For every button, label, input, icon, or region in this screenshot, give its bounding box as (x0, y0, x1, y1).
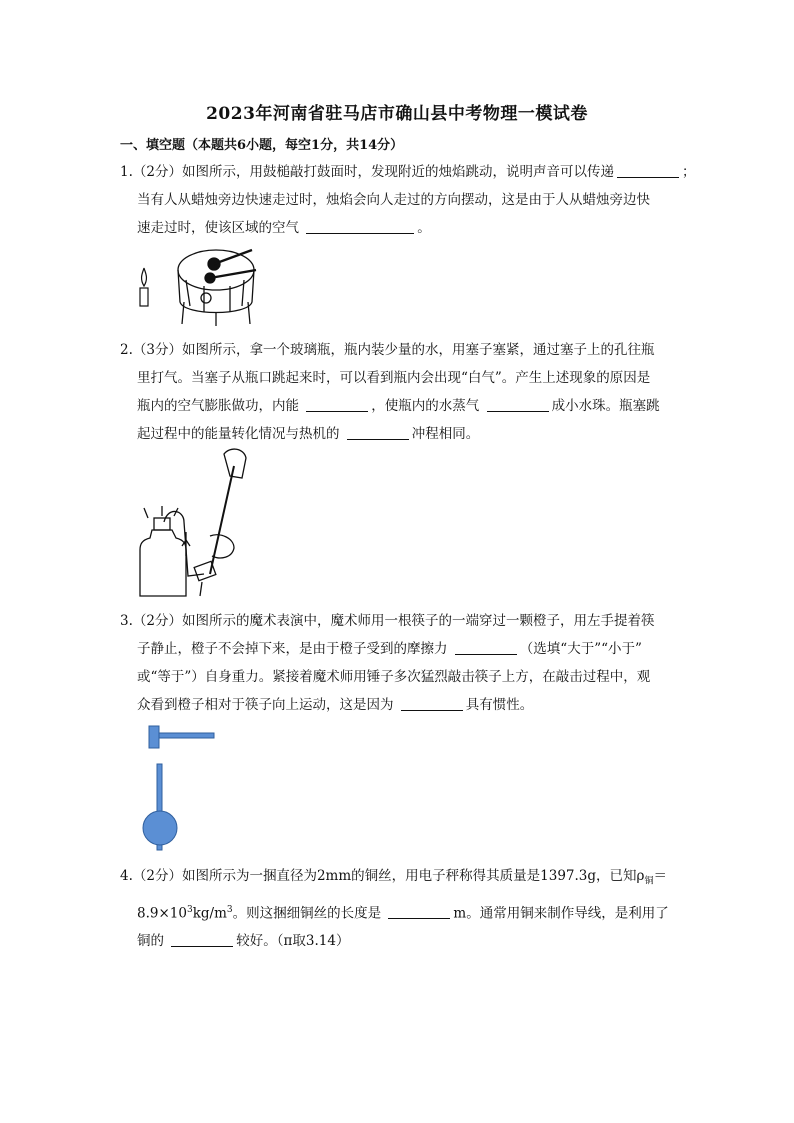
q4-text: kg/m (192, 905, 227, 922)
candle-icon (140, 268, 148, 306)
hammer-orange-figure (140, 724, 220, 854)
q2-text: 冲程相同。 (411, 426, 480, 442)
answer-blank[interactable] (617, 163, 679, 178)
bottle-icon (140, 506, 186, 596)
orange-icon (143, 811, 177, 845)
q2-text: 成小水珠。瓶塞跳 (551, 398, 660, 414)
q3-text: 具有惯性。 (465, 697, 534, 713)
answer-blank[interactable] (388, 904, 450, 919)
q3-text: 或“等于”）自身重力。紧接着魔术师用锤子多次猛烈敲击筷子上方，在敲击过程中，观 (137, 669, 651, 685)
drum-candle-figure (134, 240, 264, 330)
page-title: 2023年河南省驻马店市确山县中考物理一模试卷 (206, 104, 588, 124)
q1-text: ； (681, 164, 696, 180)
question-3 (120, 607, 680, 719)
q1-text: 。 (417, 220, 431, 236)
q4-text: 。则这捆细铜丝的长度是 (232, 905, 382, 922)
q4-text: ＝ (653, 868, 667, 884)
q3-text: 子静止，橙子不会掉下来，是由于橙子受到的摩擦力 (137, 641, 448, 657)
q3-text: （选填“大于”“小于” (519, 641, 642, 657)
drum-icon (178, 250, 256, 326)
q4-text: m。通常用铜来制作导线，是利用了 (453, 905, 669, 922)
bottle-pump-figure (134, 446, 264, 604)
q1-text: 当有人从蜡烛旁边快速走过时，烛焰会向人走过的方向摆动，这是由于人从蜡烛旁边快 (137, 192, 650, 208)
answer-blank[interactable] (487, 397, 549, 412)
answer-blank[interactable] (347, 425, 409, 440)
q4-exponent: 3 (186, 904, 193, 915)
answer-blank[interactable] (306, 219, 414, 234)
answer-blank[interactable] (171, 932, 233, 947)
question-1 (120, 158, 696, 242)
q4-text: 8.9×10 (137, 905, 187, 922)
q4-text: 铜的 (137, 933, 164, 950)
q2-text: 里打气。当塞子从瓶口跳起来时，可以看到瓶内会出现“白气”。产生上述现象的原因是 (137, 370, 651, 386)
q3-text: 众看到橙子相对于筷子向上运动，这是因为 (137, 697, 394, 713)
answer-blank[interactable] (455, 640, 517, 655)
answer-blank[interactable] (401, 696, 463, 711)
q2-text: 瓶内的空气膨胀做功，内能 (137, 398, 299, 414)
section-heading: 一、填空题（本题共6小题，每空1分，共14分） (120, 138, 404, 153)
hammer-icon (149, 726, 214, 748)
q4-text: 较好。（π取3.14） (236, 933, 350, 950)
pump-icon (164, 449, 246, 596)
answer-blank[interactable] (306, 397, 368, 412)
q4-exponent: 3 (226, 904, 233, 915)
q1-text: 速走过时，使该区域的空气 (137, 220, 299, 236)
q4-text: 4.（2分）如图所示为一捆直径为2mm的铜丝，用电子秤称得其质量是1397.3g，已知ρ (120, 868, 645, 884)
q4-rho-subscript: 铜 (644, 876, 654, 887)
question-2 (120, 336, 680, 448)
q2-text: 2.（3分）如图所示，拿一个玻璃瓶，瓶内装少量的水，用塞子塞紧，通过塞子上的孔往瓶 (120, 342, 655, 358)
q2-text: 起过程中的能量转化情况与热机的 (137, 426, 340, 442)
q3-text: 3.（2分）如图所示的魔术表演中，魔术师用一根筷子的一端穿过一颗橙子，用左手提着筷 (120, 613, 655, 629)
q2-text: ，使瓶内的水蒸气 (371, 398, 480, 414)
q1-text: 1.（2分）如图所示，用鼓槌敲打鼓面时，发现附近的烛焰跳动，说明声音可以传递 (120, 164, 614, 180)
question-4 (120, 862, 680, 955)
